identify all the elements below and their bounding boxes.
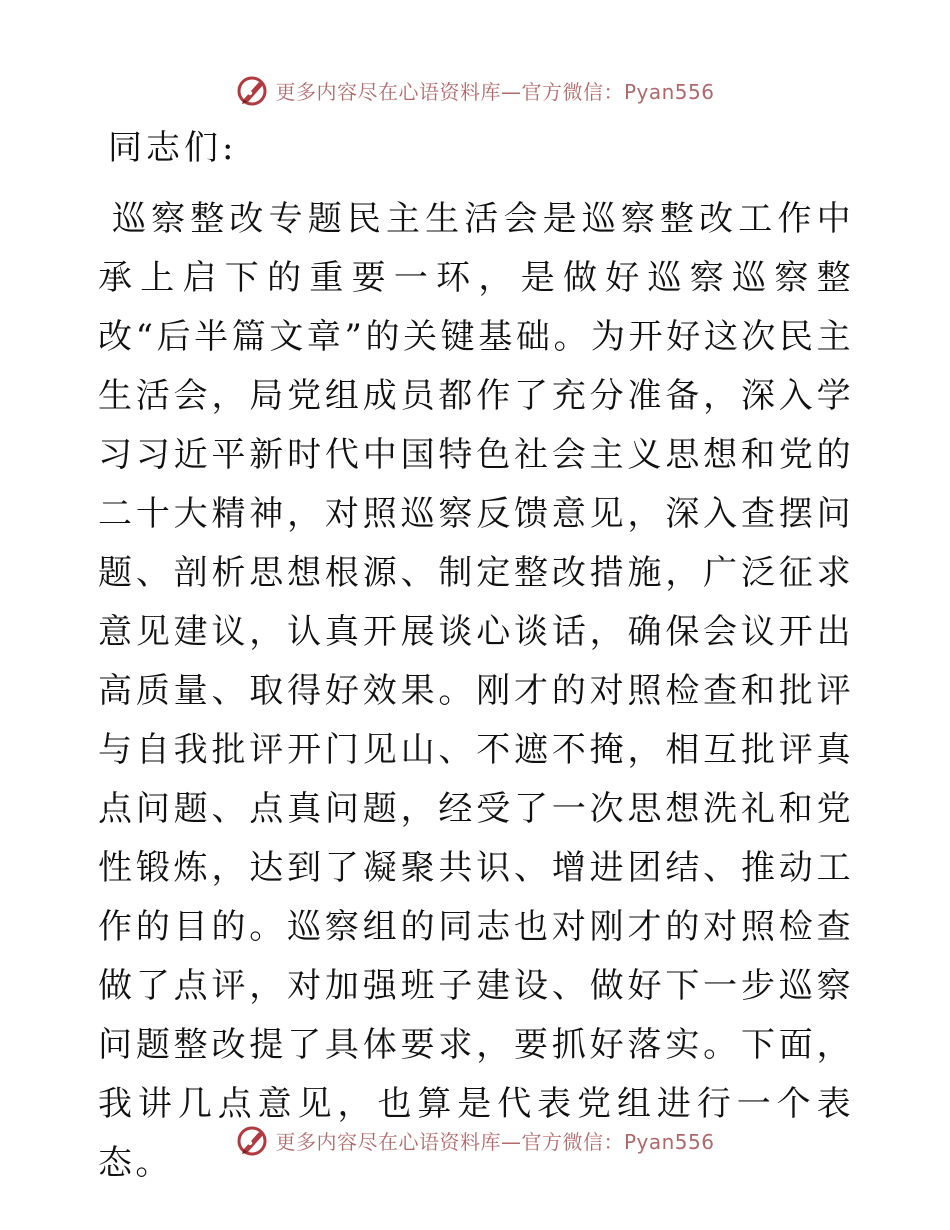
banner-text: 更多内容尽在心语资料库—官方微信：Pyan556	[275, 79, 715, 104]
greeting: 同志们:	[108, 128, 238, 168]
header-banner	[0, 70, 950, 110]
pen-seal-icon	[235, 1123, 269, 1157]
pen-seal-icon	[235, 73, 269, 107]
body-paragraph: 巡察整改专题民主生活会是巡察整改工作中承上启下的重要一环，是做好巡察巡察整改“后半篇文章”的关键基础。为开好这次民主生活会，局党组成员都作了充分准备，深入学习习近平新时代中国特色社会主义思想和党的二十大精神，对照巡察反馈意见，深入查摆问题、剖析思想根源、制定整改措施，广泛征求意见建议，认真开展谈心谈话，确保会议开出高质量、取得好效果。刚才的对照检查和批评与自我批评开门见山、不遮不掩，相互批评真点问题、点真问题，经受了一次思想洗礼和党性锻炼，达到了凝聚共识、增进团结、推动工作的目的。巡察组的同志也对刚才的对照检查做了点评，对加强班子建设、做好下一步巡察问题整改提了具体要求，要抓好落实。下面，我讲几点意见，也算是代表党组进行一个表态。	[98, 199, 854, 1183]
banner-text: 更多内容尽在心语资料库—官方微信：Pyan556	[275, 1129, 715, 1154]
footer-banner	[0, 1120, 950, 1160]
